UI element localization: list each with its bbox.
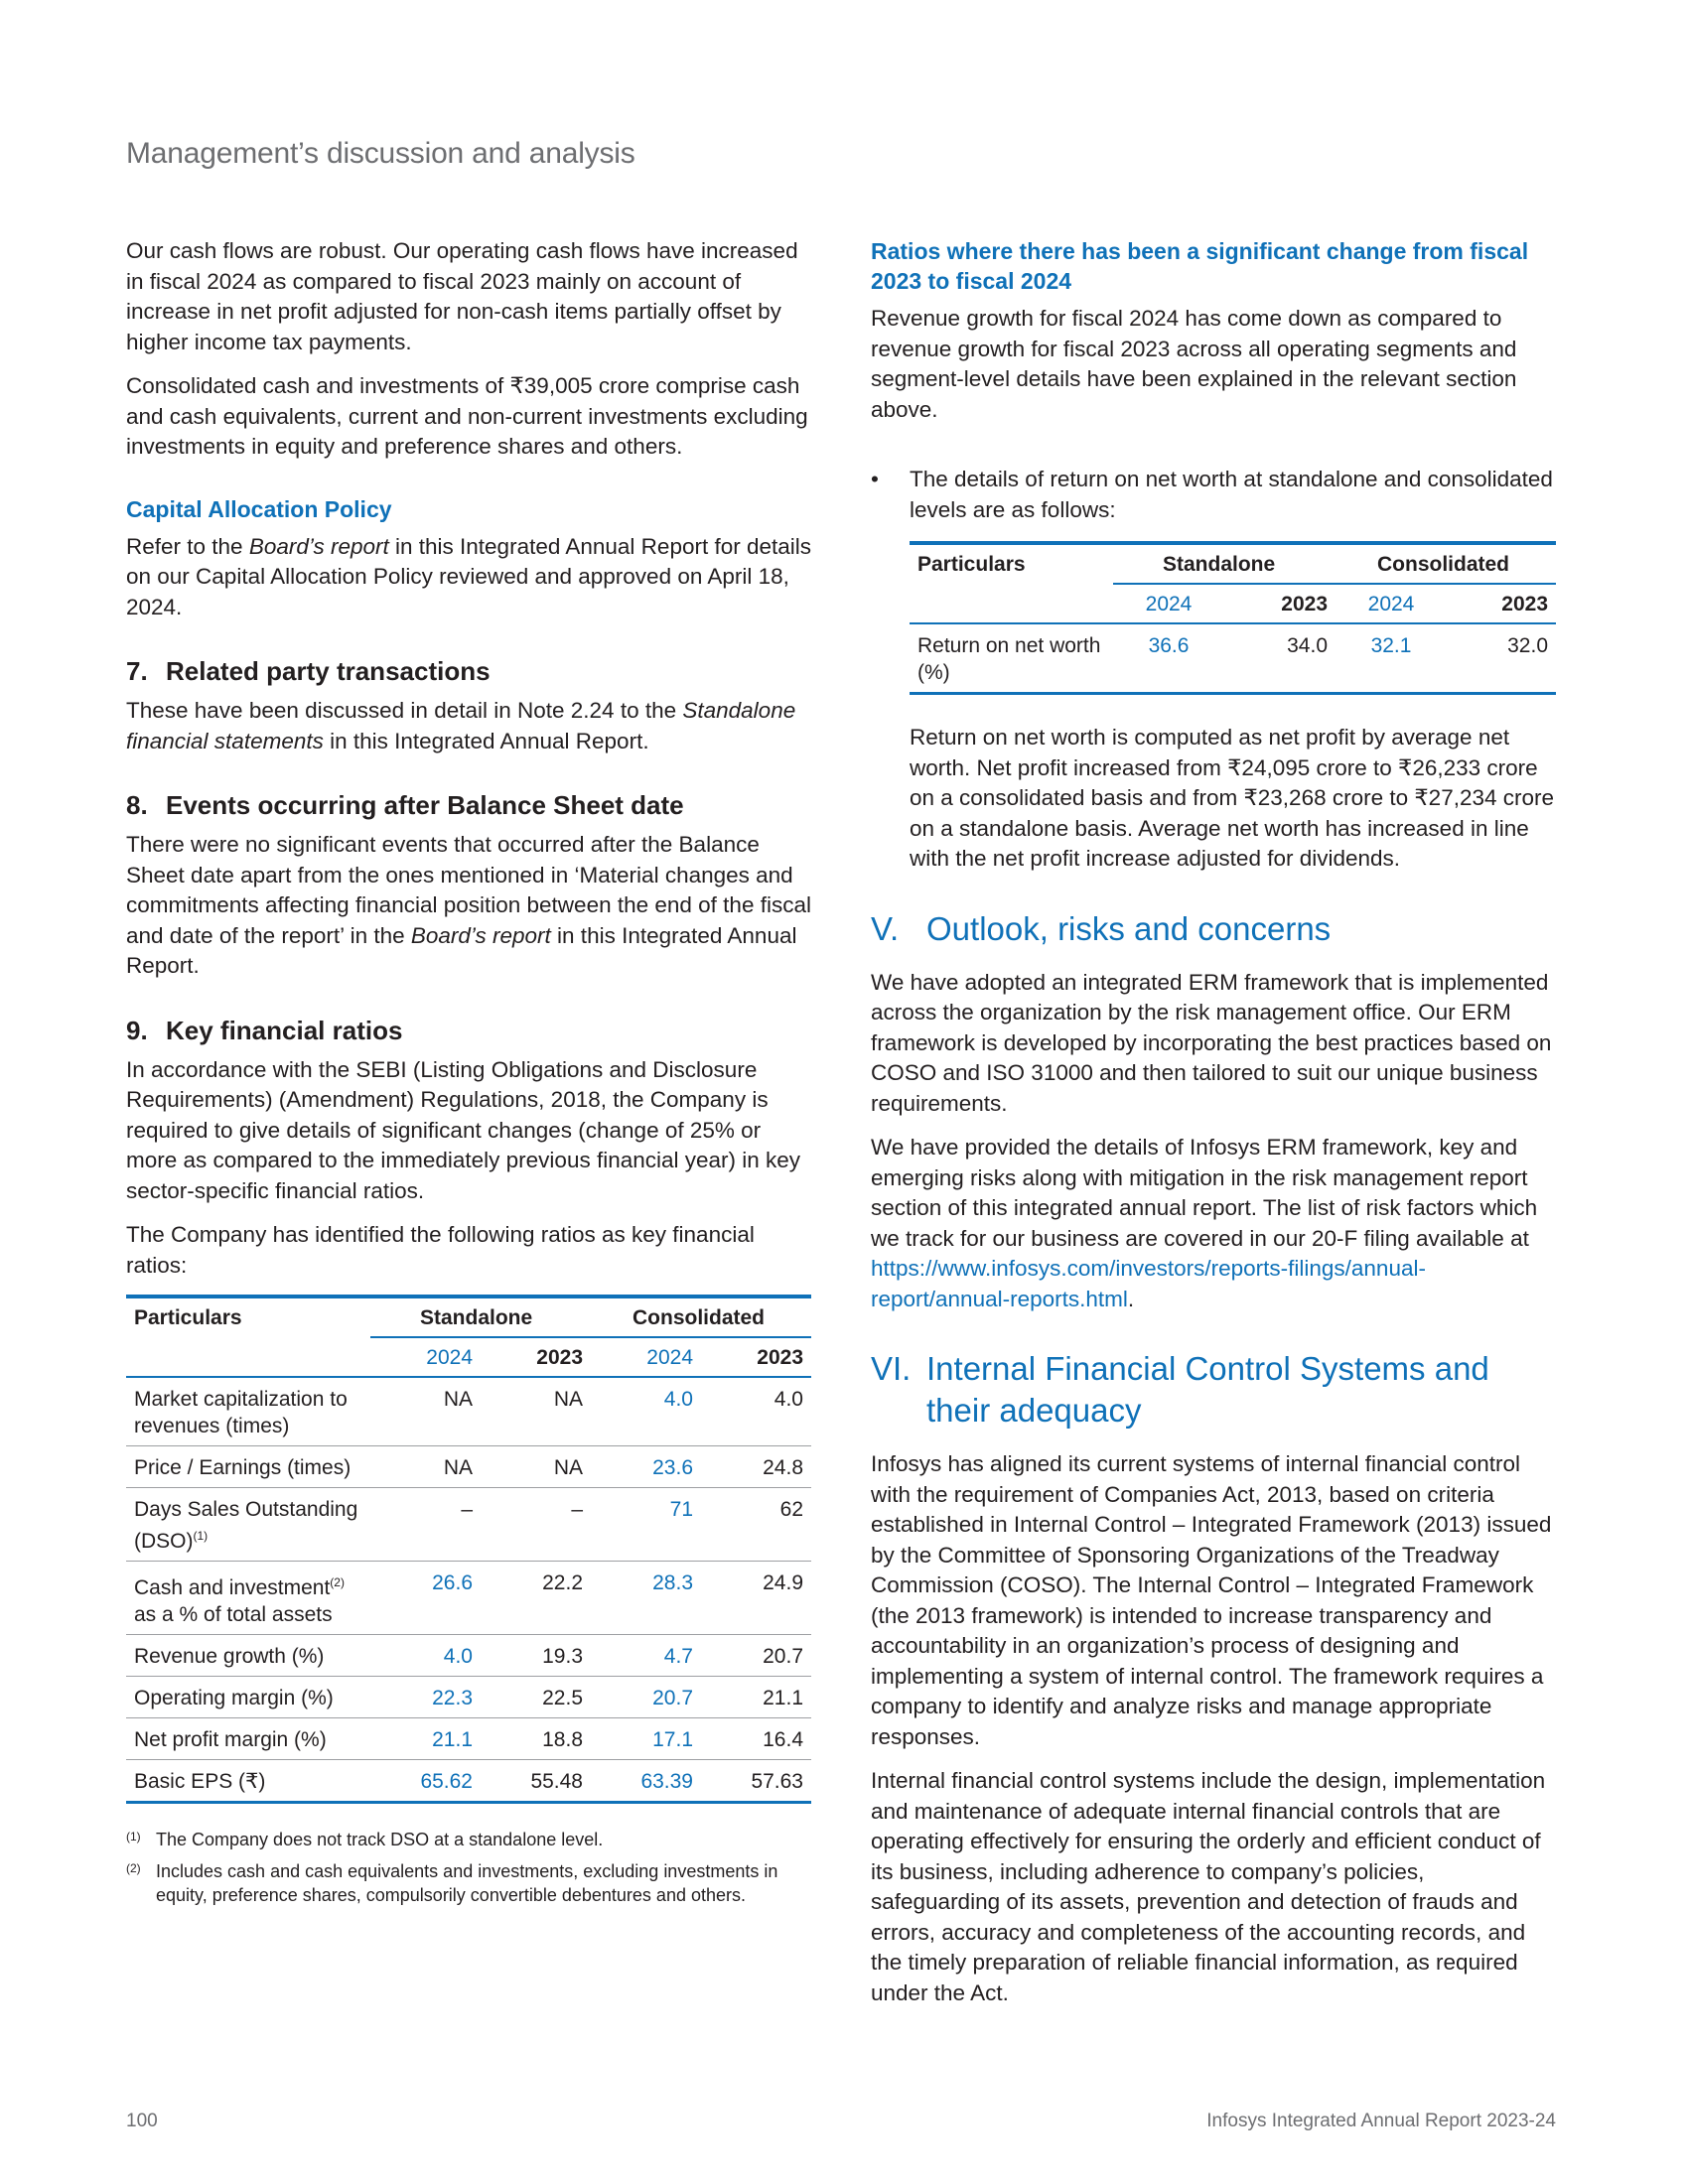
table-cell: 4.0 bbox=[443, 1645, 473, 1668]
left-column bbox=[126, 236, 811, 1915]
section-v-paragraph-1: We have adopted an integrated ERM framework that is implemented across the organization by the risk management office. Our ERM framework is developed by incorporating the best practices based on COSO and ISO 31000 and then tailored to suit our unique business requirements. bbox=[871, 969, 1552, 1116]
ronw-year-consolidated-2024: 2024 bbox=[1367, 593, 1415, 615]
footnote-1: (1) The Company does not track DSO at a standalone level. bbox=[126, 1830, 604, 1849]
table-cell: 4.0 bbox=[663, 1388, 693, 1411]
right-column bbox=[871, 236, 1556, 2022]
footnote-2: (2) Includes cash and cash equivalents and investments, excluding investments in equity, preference shares, compulsorily convertible debentures and others. bbox=[126, 1861, 778, 1905]
ronw-header-consolidated: Consolidated bbox=[1336, 543, 1556, 584]
section-8-paragraph: There were no significant events that occurred after the Balance Sheet date apart from the ones mentioned in ‘Material changes and commitments affecting financial position between the end of the fiscal and date of the report’ in the Board’s report in this Integrated Annual Report. bbox=[126, 832, 811, 978]
section-9-paragraph-2: The Company has identified the following ratios as key financial ratios: bbox=[126, 1222, 755, 1278]
table-cell: 20.7 bbox=[652, 1687, 693, 1709]
ronw-row-label: Return on net worth (%) bbox=[917, 634, 1101, 684]
ronw-standalone-2024: 36.6 bbox=[1148, 634, 1190, 657]
table-row-label: Days Sales Outstanding (DSO)$^{(1)}$ bbox=[134, 1498, 358, 1553]
table-row-label: Cash and investment$^{(2)}$ as a % of total assets bbox=[134, 1575, 345, 1626]
table-cell: 22.2 bbox=[542, 1571, 583, 1594]
table-cell: 71 bbox=[669, 1498, 693, 1521]
page-number: 100 bbox=[126, 2111, 158, 2131]
table-cell: 65.62 bbox=[420, 1770, 473, 1793]
table-year-consolidated-2023: 2023 bbox=[757, 1346, 803, 1369]
ronw-year-standalone-2023: 2023 bbox=[1281, 593, 1328, 615]
ronw-consolidated-2023: 32.0 bbox=[1507, 634, 1548, 657]
table-row bbox=[126, 1718, 811, 1760]
table-row-label: Operating margin (%) bbox=[134, 1687, 334, 1709]
table-cell: NA bbox=[443, 1388, 473, 1411]
ronw-consolidated-2024: 32.1 bbox=[1370, 634, 1412, 657]
table-cell: 62 bbox=[779, 1498, 803, 1521]
table-cell: 57.63 bbox=[751, 1770, 803, 1793]
section-9-heading: 9. Key financial ratios bbox=[126, 1015, 403, 1045]
table-year-standalone-2024: 2024 bbox=[426, 1346, 473, 1369]
table-row bbox=[126, 1488, 811, 1562]
table-cell: – bbox=[571, 1498, 583, 1521]
table-cell: 19.3 bbox=[542, 1645, 583, 1668]
table-row-label: Price / Earnings (times) bbox=[134, 1456, 352, 1479]
ronw-header-particulars: Particulars bbox=[917, 553, 1026, 576]
table-row bbox=[126, 1760, 811, 1803]
table-row bbox=[126, 1635, 811, 1677]
table-cell: 21.1 bbox=[432, 1728, 473, 1751]
table-row-label: Net profit margin (%) bbox=[134, 1728, 327, 1751]
ronw-bullet: • The details of return on net worth at standalone and consolidated levels are as follows: bbox=[871, 467, 1553, 522]
table-year-consolidated-2024: 2024 bbox=[646, 1346, 693, 1369]
table-cell: 4.0 bbox=[774, 1388, 803, 1411]
table-cell: 17.1 bbox=[652, 1728, 693, 1751]
table-cell: 28.3 bbox=[652, 1571, 693, 1594]
section-v-paragraph-2: We have provided the details of Infosys ERM framework, key and emerging risks along with mitigation in the risk management report section of this integrated annual report. The list of risk factors which we track for our business are covered in our 20-F filing available at https://www.infosys.com/investors/reports-filings/annual-report/annual-reports.html. bbox=[871, 1135, 1538, 1311]
ratio-change-heading: Ratios where there has been a significant change from fiscal 2023 to fiscal 2024 bbox=[871, 238, 1529, 294]
table-row-label: Revenue growth (%) bbox=[134, 1645, 325, 1668]
section-7-heading: 7. Related party transactions bbox=[126, 656, 491, 686]
footer-title: Infosys Integrated Annual Report 2023-24 bbox=[1206, 2111, 1556, 2131]
page-header: Management’s discussion and analysis bbox=[126, 137, 635, 170]
ronw-standalone-2023: 34.0 bbox=[1287, 634, 1328, 657]
table-cell: 21.1 bbox=[763, 1687, 803, 1709]
key-ratios-table bbox=[126, 1295, 811, 1804]
ronw-paragraph: Return on net worth is computed as net profit by average net worth. Net profit increased from ₹24,095 crore to ₹26,233 crore on a consolidated basis and from ₹23,268 crore to ₹27,234 crore on a standalone basis. Average net worth has increased in line with the net profit increase adjusted for dividends. bbox=[910, 725, 1555, 871]
footnotes bbox=[126, 1828, 811, 1907]
capital-allocation-paragraph: Refer to the Board’s report in this Integrated Annual Report for details on our Capital Allocation Policy reviewed and approved on April 18, 2024. bbox=[126, 533, 812, 619]
section-7-paragraph: These have been discussed in detail in Note 2.24 to the Standalone financial statements in this Integrated Annual Report. bbox=[126, 698, 796, 753]
ronw-table bbox=[910, 541, 1556, 695]
table-cell: 63.39 bbox=[640, 1770, 693, 1793]
table-row bbox=[126, 1377, 811, 1446]
table-cell: 24.9 bbox=[763, 1571, 803, 1594]
table-header-consolidated: Consolidated bbox=[591, 1297, 811, 1337]
table-cell: 4.7 bbox=[663, 1645, 693, 1668]
section-vi-paragraph-2: Internal financial control systems include the design, implementation and maintenance of adequate internal financial controls that are operating effectively for ensuring the orderly and efficient conduct of its business, including adherence to company’s policies, safeguarding of its assets, prevention and detection of frauds and errors, accuracy and completeness of the accounting records, and the timely preparation of reliable financial information, as required under the Act. bbox=[871, 1768, 1546, 2005]
table-cell: – bbox=[461, 1498, 473, 1521]
table-row bbox=[126, 1677, 811, 1718]
table-row-label: Basic EPS (₹) bbox=[134, 1770, 266, 1793]
table-cell: 16.4 bbox=[763, 1728, 803, 1751]
table-cell: 26.6 bbox=[432, 1571, 473, 1594]
table-cell: 22.5 bbox=[542, 1687, 583, 1709]
section-9-paragraph-1: In accordance with the SEBI (Listing Obligations and Disclosure Requirements) (Amendment) Regulations, 2018, the Company is required to give details of significant changes (change of 25% or more as compared to the immediately previous financial year) in key sector-specific financial ratios. bbox=[126, 1056, 801, 1203]
section-vi-paragraph-1: Infosys has aligned its current systems of internal financial control with the requirement of Companies Act, 2013, based on criteria established in Internal Control – Integrated Framework (2013) issued by the Committee of Sponsoring Organizations of the Treadway Commission (COSO). The Internal Control – Integrated Framework (the 2013 framework) is intended to increase transparency and accountability in an organization’s process of designing and implementing a system of internal control. The framework requires a company to identify and analyze risks and manage appropriate responses. bbox=[871, 1451, 1552, 1749]
table-cell: 18.8 bbox=[542, 1728, 583, 1751]
table-cell: 23.6 bbox=[652, 1456, 693, 1479]
table-cell: 55.48 bbox=[530, 1770, 583, 1793]
table-cell: NA bbox=[443, 1456, 473, 1479]
section-v-heading: V. Outlook, risks and concerns bbox=[871, 909, 1332, 947]
table-header-standalone: Standalone bbox=[370, 1297, 591, 1337]
table-row bbox=[126, 1562, 811, 1635]
cash-flow-paragraph: Our cash flows are robust. Our operating cash flows have increased in fiscal 2024 as compared to fiscal 2023 mainly on account of increase in net profit adjusted for non-cash items partially offset by higher income tax payments. bbox=[126, 238, 798, 354]
ronw-header-standalone: Standalone bbox=[1113, 543, 1336, 584]
ronw-year-consolidated-2023: 2023 bbox=[1501, 593, 1548, 615]
table-header-particulars: Particulars bbox=[134, 1306, 242, 1329]
table-row-label: Market capitalization to revenues (times) bbox=[134, 1388, 348, 1437]
ronw-year-standalone-2024: 2024 bbox=[1145, 593, 1193, 615]
annual-reports-link[interactable]: https://www.infosys.com/investors/reports-filings/annual-report/annual-reports.html bbox=[871, 1256, 1426, 1311]
section-8-heading: 8. Events occurring after Balance Sheet date bbox=[126, 790, 684, 820]
ronw-row bbox=[910, 623, 1556, 694]
table-cell: 24.8 bbox=[763, 1456, 803, 1479]
capital-allocation-heading: Capital Allocation Policy bbox=[126, 495, 392, 522]
section-vi-heading: VI. Internal Financial Control Systems and their adequacy bbox=[871, 1350, 1489, 1429]
table-year-standalone-2023: 2023 bbox=[536, 1346, 583, 1369]
ratio-change-paragraph: Revenue growth for fiscal 2024 has come down as compared to revenue growth for fiscal 2023 across all operating segments and segment-level details have been explained in the relevant section above. bbox=[871, 306, 1517, 422]
table-cell: 22.3 bbox=[432, 1687, 473, 1709]
table-row bbox=[126, 1446, 811, 1488]
cash-investments-paragraph: Consolidated cash and investments of ₹39,005 crore comprise cash and cash equivalents, current and non-current investments excluding investments in equity and preference shares and others. bbox=[126, 373, 808, 459]
table-cell: 20.7 bbox=[763, 1645, 803, 1668]
table-cell: NA bbox=[553, 1388, 583, 1411]
table-cell: NA bbox=[553, 1456, 583, 1479]
